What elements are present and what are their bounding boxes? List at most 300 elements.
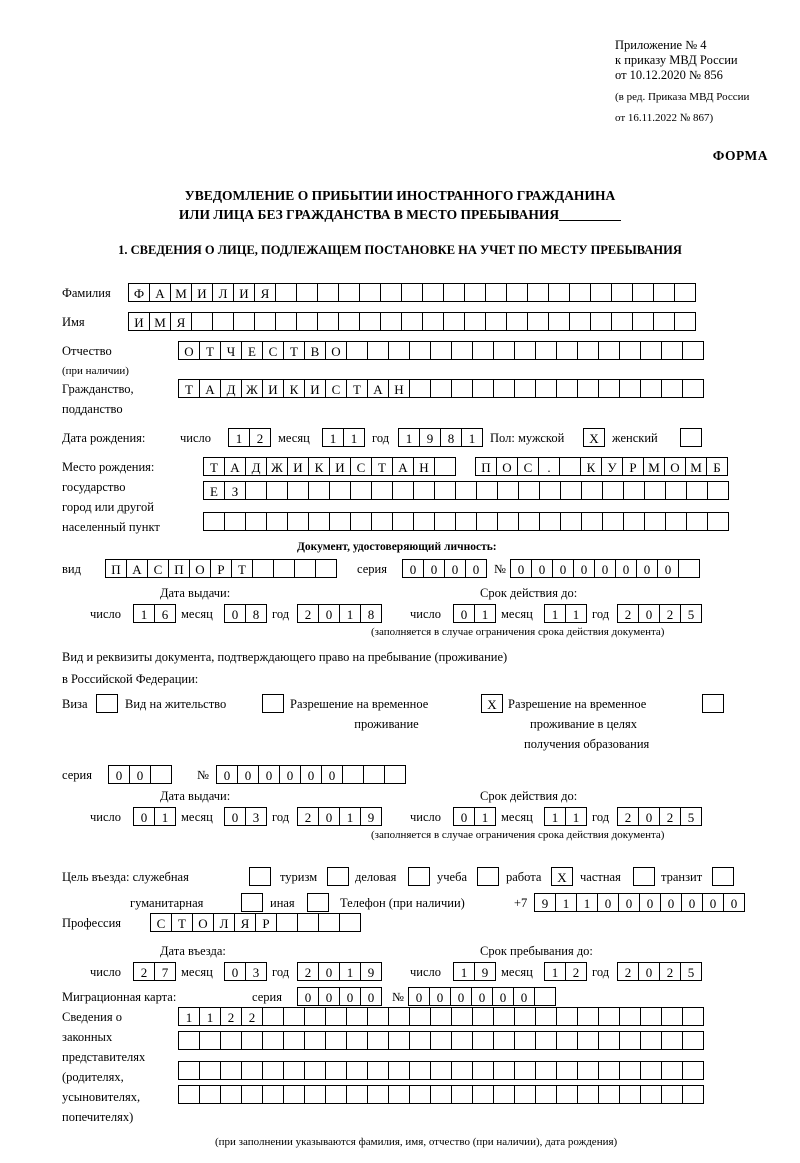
sex-male-checkbox[interactable]: X xyxy=(583,428,605,447)
char-box[interactable] xyxy=(304,1007,326,1026)
doc-series-field[interactable] xyxy=(402,559,486,578)
char-box[interactable]: Н xyxy=(388,379,410,398)
char-box[interactable] xyxy=(506,312,528,331)
char-box[interactable] xyxy=(339,913,361,932)
char-box[interactable]: 1 xyxy=(398,428,420,447)
char-box[interactable] xyxy=(325,1007,347,1026)
char-box[interactable]: А xyxy=(126,559,148,578)
char-box[interactable] xyxy=(367,1007,389,1026)
char-box[interactable]: У xyxy=(601,457,623,476)
entry-day-field[interactable] xyxy=(133,962,175,981)
char-box[interactable] xyxy=(539,512,561,531)
char-box[interactable]: 2 xyxy=(297,962,319,981)
char-box[interactable]: 2 xyxy=(617,962,639,981)
char-box[interactable] xyxy=(581,512,603,531)
visa-checkbox[interactable] xyxy=(96,694,118,713)
char-box[interactable]: П xyxy=(475,457,497,476)
char-box[interactable] xyxy=(212,312,234,331)
birth-city-field-row3[interactable] xyxy=(203,512,728,531)
char-box[interactable]: В xyxy=(304,341,326,360)
char-box[interactable]: И xyxy=(329,457,351,476)
char-box[interactable] xyxy=(367,1085,389,1104)
char-box[interactable] xyxy=(283,1031,305,1050)
char-box[interactable] xyxy=(640,341,662,360)
char-box[interactable]: Я xyxy=(170,312,192,331)
char-box[interactable]: 0 xyxy=(318,987,340,1006)
char-box[interactable] xyxy=(220,1031,242,1050)
char-box[interactable] xyxy=(451,379,473,398)
char-box[interactable]: К xyxy=(308,457,330,476)
char-box[interactable] xyxy=(686,512,708,531)
char-box[interactable] xyxy=(674,312,696,331)
char-box[interactable] xyxy=(252,559,274,578)
char-box[interactable] xyxy=(304,1061,326,1080)
char-box[interactable] xyxy=(514,1031,536,1050)
char-box[interactable]: 2 xyxy=(617,604,639,623)
char-box[interactable] xyxy=(476,481,498,500)
char-box[interactable]: 5 xyxy=(680,604,702,623)
purpose-private-checkbox[interactable] xyxy=(633,867,655,886)
purpose-work-checkbox[interactable]: X xyxy=(551,867,573,886)
char-box[interactable] xyxy=(682,1031,704,1050)
char-box[interactable] xyxy=(560,512,582,531)
char-box[interactable]: 0 xyxy=(681,893,703,912)
char-box[interactable] xyxy=(602,512,624,531)
char-box[interactable] xyxy=(619,379,641,398)
char-box[interactable] xyxy=(367,1031,389,1050)
char-box[interactable] xyxy=(644,512,666,531)
char-box[interactable] xyxy=(275,283,297,302)
char-box[interactable] xyxy=(632,283,654,302)
char-box[interactable] xyxy=(254,312,276,331)
char-box[interactable] xyxy=(514,341,536,360)
char-box[interactable] xyxy=(514,1061,536,1080)
char-box[interactable]: 2 xyxy=(133,962,155,981)
char-box[interactable]: 9 xyxy=(360,807,382,826)
doc-issue-year-field[interactable] xyxy=(297,604,381,623)
char-box[interactable]: 2 xyxy=(659,807,681,826)
char-box[interactable]: Т xyxy=(171,913,193,932)
char-box[interactable]: Н xyxy=(413,457,435,476)
stay-year-field[interactable] xyxy=(617,962,701,981)
char-box[interactable]: И xyxy=(191,283,213,302)
char-box[interactable] xyxy=(556,1007,578,1026)
char-box[interactable]: Р xyxy=(622,457,644,476)
char-box[interactable] xyxy=(619,341,641,360)
char-box[interactable] xyxy=(674,283,696,302)
char-box[interactable] xyxy=(233,312,255,331)
char-box[interactable]: 2 xyxy=(220,1007,242,1026)
purpose-other-checkbox[interactable] xyxy=(307,893,329,912)
char-box[interactable]: 3 xyxy=(245,807,267,826)
legal-rep-field-row3[interactable] xyxy=(178,1061,703,1080)
char-box[interactable] xyxy=(350,481,372,500)
char-box[interactable]: С xyxy=(150,913,172,932)
char-box[interactable] xyxy=(472,379,494,398)
char-box[interactable]: 0 xyxy=(129,765,151,784)
char-box[interactable]: 0 xyxy=(258,765,280,784)
char-box[interactable] xyxy=(527,312,549,331)
char-box[interactable] xyxy=(514,1007,536,1026)
char-box[interactable] xyxy=(640,1007,662,1026)
char-box[interactable] xyxy=(371,512,393,531)
char-box[interactable]: О xyxy=(178,341,200,360)
char-box[interactable]: О xyxy=(189,559,211,578)
char-box[interactable]: 7 xyxy=(154,962,176,981)
char-box[interactable]: Т xyxy=(283,341,305,360)
char-box[interactable] xyxy=(338,312,360,331)
char-box[interactable]: 1 xyxy=(544,604,566,623)
char-box[interactable] xyxy=(384,765,406,784)
char-box[interactable]: 1 xyxy=(154,807,176,826)
char-box[interactable] xyxy=(678,559,700,578)
char-box[interactable]: 0 xyxy=(279,765,301,784)
char-box[interactable]: 1 xyxy=(339,604,361,623)
char-box[interactable]: 1 xyxy=(228,428,250,447)
char-box[interactable]: А xyxy=(199,379,221,398)
char-box[interactable] xyxy=(686,481,708,500)
char-box[interactable]: А xyxy=(367,379,389,398)
char-box[interactable]: Ж xyxy=(266,457,288,476)
char-box[interactable] xyxy=(485,312,507,331)
char-box[interactable]: 0 xyxy=(321,765,343,784)
char-box[interactable]: 0 xyxy=(636,559,658,578)
char-box[interactable]: 0 xyxy=(615,559,637,578)
char-box[interactable]: И xyxy=(233,283,255,302)
char-box[interactable] xyxy=(276,913,298,932)
char-box[interactable] xyxy=(245,481,267,500)
char-box[interactable] xyxy=(611,312,633,331)
char-box[interactable] xyxy=(493,1085,515,1104)
char-box[interactable]: Т xyxy=(231,559,253,578)
char-box[interactable]: 0 xyxy=(108,765,130,784)
char-box[interactable]: 0 xyxy=(638,962,660,981)
char-box[interactable] xyxy=(514,1085,536,1104)
char-box[interactable] xyxy=(409,1031,431,1050)
char-box[interactable]: 1 xyxy=(339,962,361,981)
char-box[interactable] xyxy=(325,1085,347,1104)
char-box[interactable] xyxy=(430,1031,452,1050)
char-box[interactable]: О xyxy=(664,457,686,476)
char-box[interactable] xyxy=(577,1031,599,1050)
char-box[interactable] xyxy=(535,341,557,360)
surname-field[interactable] xyxy=(128,283,695,302)
char-box[interactable]: 0 xyxy=(429,987,451,1006)
char-box[interactable] xyxy=(556,1031,578,1050)
residence-permit-checkbox[interactable] xyxy=(262,694,284,713)
char-box[interactable] xyxy=(388,1061,410,1080)
char-box[interactable] xyxy=(388,1085,410,1104)
char-box[interactable] xyxy=(556,1085,578,1104)
char-box[interactable]: О xyxy=(192,913,214,932)
char-box[interactable]: 0 xyxy=(702,893,724,912)
char-box[interactable] xyxy=(199,1085,221,1104)
name-field[interactable] xyxy=(128,312,695,331)
birth-city-field-row2[interactable] xyxy=(203,481,728,500)
char-box[interactable] xyxy=(539,481,561,500)
char-box[interactable] xyxy=(665,512,687,531)
char-box[interactable] xyxy=(346,1085,368,1104)
char-box[interactable] xyxy=(430,341,452,360)
birth-month-field[interactable] xyxy=(322,428,364,447)
patronymic-field[interactable] xyxy=(178,341,703,360)
char-box[interactable] xyxy=(329,481,351,500)
char-box[interactable] xyxy=(451,1031,473,1050)
char-box[interactable]: 0 xyxy=(657,559,679,578)
char-box[interactable] xyxy=(241,1031,263,1050)
doc-number-field[interactable] xyxy=(510,559,699,578)
char-box[interactable]: 0 xyxy=(237,765,259,784)
char-box[interactable] xyxy=(380,312,402,331)
char-box[interactable] xyxy=(346,341,368,360)
char-box[interactable]: М xyxy=(643,457,665,476)
char-box[interactable]: 1 xyxy=(474,807,496,826)
char-box[interactable] xyxy=(409,1085,431,1104)
char-box[interactable] xyxy=(506,283,528,302)
char-box[interactable] xyxy=(422,283,444,302)
char-box[interactable] xyxy=(359,312,381,331)
char-box[interactable]: М xyxy=(170,283,192,302)
char-box[interactable] xyxy=(640,1031,662,1050)
char-box[interactable] xyxy=(535,1007,557,1026)
char-box[interactable]: 0 xyxy=(531,559,553,578)
char-box[interactable]: 2 xyxy=(565,962,587,981)
char-box[interactable]: Р xyxy=(210,559,232,578)
char-box[interactable]: Е xyxy=(241,341,263,360)
char-box[interactable]: С xyxy=(262,341,284,360)
char-box[interactable] xyxy=(661,341,683,360)
char-box[interactable] xyxy=(363,765,385,784)
char-box[interactable] xyxy=(388,1031,410,1050)
char-box[interactable] xyxy=(569,312,591,331)
char-box[interactable] xyxy=(262,1031,284,1050)
purpose-study-checkbox[interactable] xyxy=(477,867,499,886)
char-box[interactable]: Р xyxy=(255,913,277,932)
char-box[interactable]: 0 xyxy=(402,559,424,578)
char-box[interactable] xyxy=(338,283,360,302)
char-box[interactable] xyxy=(653,283,675,302)
stay-day-field[interactable] xyxy=(453,962,495,981)
char-box[interactable] xyxy=(472,1061,494,1080)
char-box[interactable]: Т xyxy=(203,457,225,476)
char-box[interactable] xyxy=(497,481,519,500)
char-box[interactable] xyxy=(560,481,582,500)
migration-series-field[interactable] xyxy=(297,987,381,1006)
doc-valid-day-field[interactable] xyxy=(453,604,495,623)
char-box[interactable]: Ф xyxy=(128,283,150,302)
char-box[interactable] xyxy=(632,312,654,331)
char-box[interactable] xyxy=(455,512,477,531)
char-box[interactable]: 1 xyxy=(474,604,496,623)
char-box[interactable]: П xyxy=(105,559,127,578)
char-box[interactable]: М xyxy=(149,312,171,331)
char-box[interactable] xyxy=(409,341,431,360)
char-box[interactable]: 2 xyxy=(297,807,319,826)
char-box[interactable] xyxy=(262,1085,284,1104)
char-box[interactable]: С xyxy=(517,457,539,476)
char-box[interactable]: И xyxy=(262,379,284,398)
char-box[interactable] xyxy=(464,312,486,331)
permit-valid-month-field[interactable] xyxy=(544,807,586,826)
purpose-service-checkbox[interactable] xyxy=(249,867,271,886)
char-box[interactable]: 2 xyxy=(249,428,271,447)
birth-day-field[interactable] xyxy=(228,428,270,447)
char-box[interactable] xyxy=(294,559,316,578)
char-box[interactable] xyxy=(682,341,704,360)
char-box[interactable] xyxy=(325,1061,347,1080)
char-box[interactable] xyxy=(178,1085,200,1104)
char-box[interactable]: 0 xyxy=(318,807,340,826)
char-box[interactable]: 8 xyxy=(440,428,462,447)
char-box[interactable] xyxy=(661,379,683,398)
char-box[interactable]: 0 xyxy=(224,962,246,981)
char-box[interactable]: 1 xyxy=(178,1007,200,1026)
char-box[interactable] xyxy=(283,1007,305,1026)
char-box[interactable] xyxy=(392,481,414,500)
char-box[interactable]: 9 xyxy=(419,428,441,447)
temp-residence-checkbox[interactable]: X xyxy=(481,694,503,713)
permit-series-field[interactable] xyxy=(108,765,171,784)
char-box[interactable] xyxy=(598,379,620,398)
char-box[interactable]: 0 xyxy=(453,807,475,826)
char-box[interactable] xyxy=(203,512,225,531)
char-box[interactable] xyxy=(707,481,729,500)
char-box[interactable]: 0 xyxy=(450,987,472,1006)
char-box[interactable] xyxy=(191,312,213,331)
char-box[interactable] xyxy=(315,559,337,578)
char-box[interactable] xyxy=(287,481,309,500)
char-box[interactable] xyxy=(598,341,620,360)
char-box[interactable]: М xyxy=(685,457,707,476)
permit-issue-year-field[interactable] xyxy=(297,807,381,826)
char-box[interactable] xyxy=(455,481,477,500)
char-box[interactable] xyxy=(682,379,704,398)
char-box[interactable]: Б xyxy=(706,457,728,476)
char-box[interactable] xyxy=(430,1085,452,1104)
char-box[interactable]: Е xyxy=(203,481,225,500)
char-box[interactable] xyxy=(304,1085,326,1104)
doc-valid-year-field[interactable] xyxy=(617,604,701,623)
char-box[interactable] xyxy=(682,1061,704,1080)
char-box[interactable] xyxy=(497,512,519,531)
char-box[interactable]: 1 xyxy=(544,807,566,826)
char-box[interactable] xyxy=(619,1085,641,1104)
char-box[interactable]: 5 xyxy=(680,962,702,981)
char-box[interactable] xyxy=(598,1007,620,1026)
char-box[interactable]: 0 xyxy=(300,765,322,784)
char-box[interactable] xyxy=(464,283,486,302)
char-box[interactable] xyxy=(665,481,687,500)
char-box[interactable] xyxy=(598,1061,620,1080)
char-box[interactable]: А xyxy=(392,457,414,476)
birth-state-field[interactable] xyxy=(203,457,455,476)
char-box[interactable] xyxy=(178,1061,200,1080)
char-box[interactable] xyxy=(308,512,330,531)
char-box[interactable]: 0 xyxy=(492,987,514,1006)
char-box[interactable]: 1 xyxy=(339,807,361,826)
char-box[interactable] xyxy=(350,512,372,531)
char-box[interactable] xyxy=(644,481,666,500)
char-box[interactable]: 0 xyxy=(360,987,382,1006)
char-box[interactable]: З xyxy=(224,481,246,500)
char-box[interactable]: 3 xyxy=(245,962,267,981)
char-box[interactable]: Я xyxy=(254,283,276,302)
char-box[interactable]: 0 xyxy=(133,807,155,826)
char-box[interactable] xyxy=(518,481,540,500)
char-box[interactable]: 1 xyxy=(199,1007,221,1026)
char-box[interactable]: 0 xyxy=(339,987,361,1006)
char-box[interactable] xyxy=(653,312,675,331)
char-box[interactable] xyxy=(380,283,402,302)
char-box[interactable]: 1 xyxy=(322,428,344,447)
char-box[interactable] xyxy=(262,1061,284,1080)
char-box[interactable] xyxy=(485,283,507,302)
permit-valid-year-field[interactable] xyxy=(617,807,701,826)
char-box[interactable] xyxy=(451,1085,473,1104)
char-box[interactable] xyxy=(262,1007,284,1026)
char-box[interactable]: Л xyxy=(212,283,234,302)
char-box[interactable] xyxy=(682,1007,704,1026)
char-box[interactable]: 1 xyxy=(555,893,577,912)
char-box[interactable] xyxy=(451,1007,473,1026)
char-box[interactable] xyxy=(661,1031,683,1050)
char-box[interactable]: 8 xyxy=(245,604,267,623)
char-box[interactable]: А xyxy=(224,457,246,476)
char-box[interactable] xyxy=(409,1007,431,1026)
char-box[interactable]: 1 xyxy=(461,428,483,447)
char-box[interactable] xyxy=(493,1007,515,1026)
char-box[interactable]: С xyxy=(325,379,347,398)
char-box[interactable] xyxy=(472,1007,494,1026)
char-box[interactable] xyxy=(535,1085,557,1104)
char-box[interactable] xyxy=(556,341,578,360)
char-box[interactable] xyxy=(409,379,431,398)
char-box[interactable] xyxy=(367,341,389,360)
char-box[interactable]: П xyxy=(168,559,190,578)
char-box[interactable] xyxy=(602,481,624,500)
char-box[interactable] xyxy=(577,1061,599,1080)
char-box[interactable]: Ч xyxy=(220,341,242,360)
char-box[interactable] xyxy=(472,341,494,360)
char-box[interactable] xyxy=(304,1031,326,1050)
char-box[interactable]: 0 xyxy=(297,987,319,1006)
char-box[interactable]: 9 xyxy=(474,962,496,981)
char-box[interactable] xyxy=(640,1085,662,1104)
char-box[interactable] xyxy=(535,1061,557,1080)
char-box[interactable] xyxy=(619,1007,641,1026)
char-box[interactable] xyxy=(493,379,515,398)
char-box[interactable] xyxy=(556,1061,578,1080)
char-box[interactable]: 1 xyxy=(565,604,587,623)
char-box[interactable]: 0 xyxy=(224,604,246,623)
doc-issue-day-field[interactable] xyxy=(133,604,175,623)
char-box[interactable] xyxy=(527,283,549,302)
char-box[interactable] xyxy=(535,1031,557,1050)
char-box[interactable]: 6 xyxy=(154,604,176,623)
char-box[interactable] xyxy=(329,512,351,531)
char-box[interactable]: И xyxy=(128,312,150,331)
char-box[interactable]: 0 xyxy=(423,559,445,578)
char-box[interactable] xyxy=(661,1085,683,1104)
char-box[interactable]: 0 xyxy=(597,893,619,912)
char-box[interactable] xyxy=(619,1031,641,1050)
char-box[interactable] xyxy=(401,312,423,331)
char-box[interactable]: 1 xyxy=(453,962,475,981)
profession-field[interactable] xyxy=(150,913,360,932)
char-box[interactable]: 0 xyxy=(638,807,660,826)
char-box[interactable] xyxy=(493,341,515,360)
char-box[interactable] xyxy=(640,379,662,398)
